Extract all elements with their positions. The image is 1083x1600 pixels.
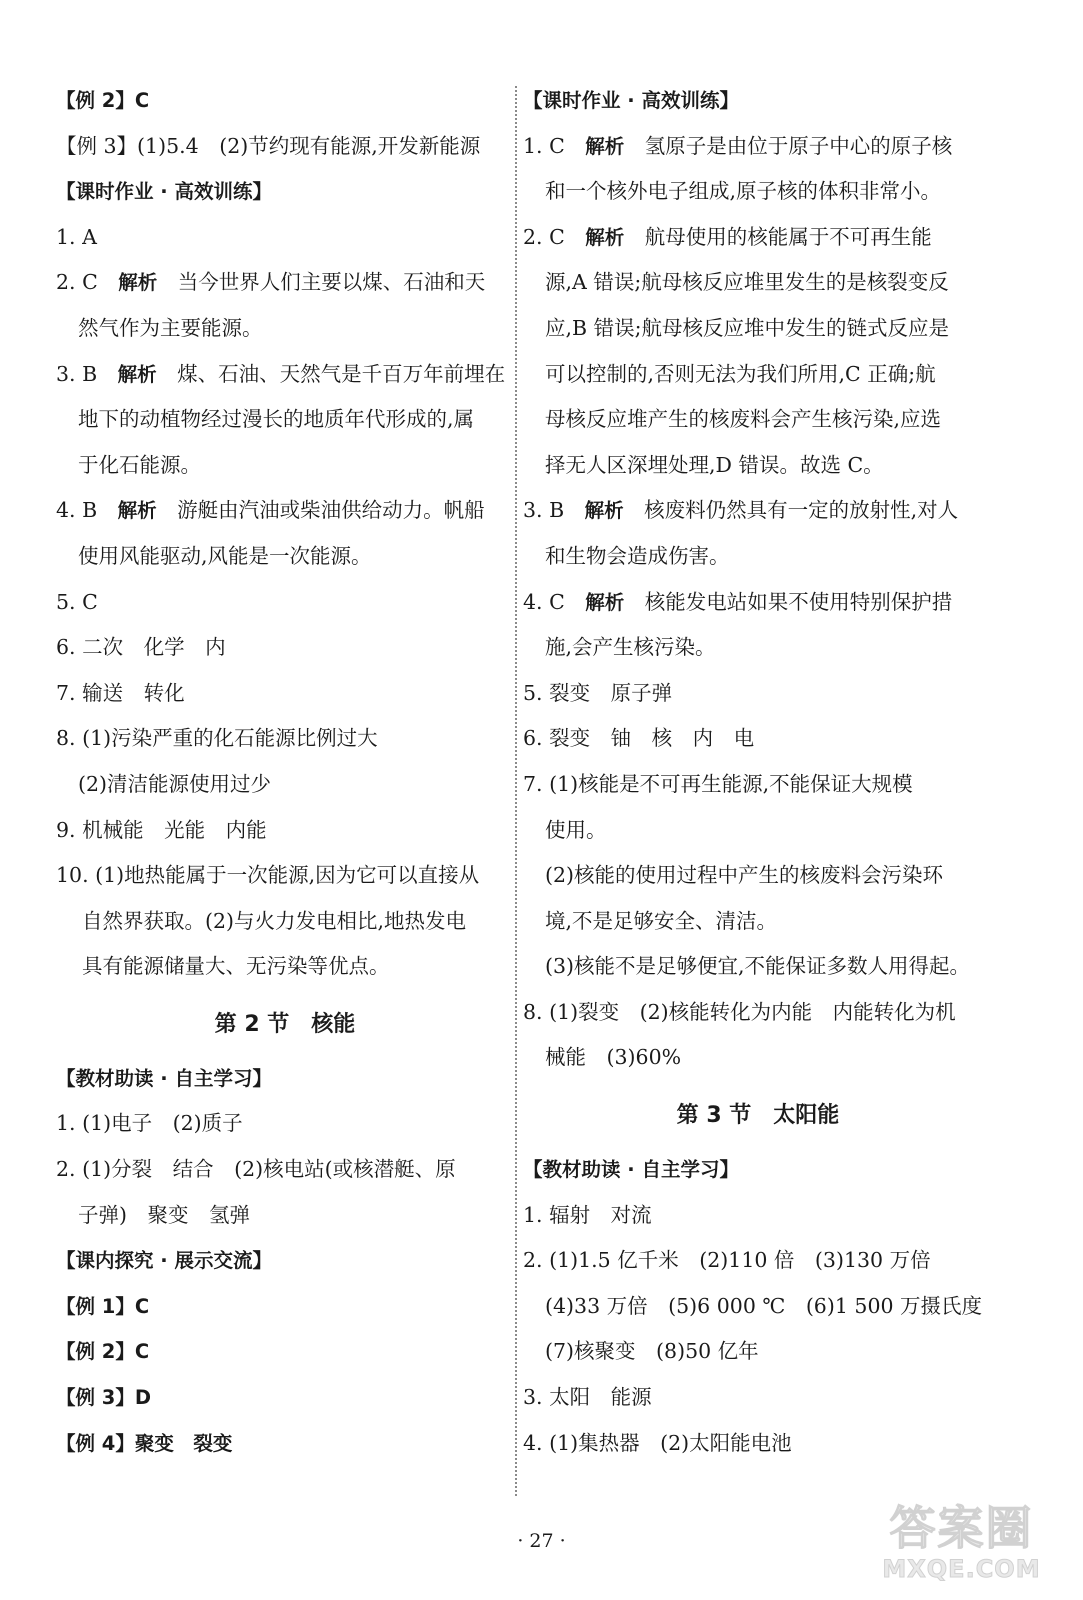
answer-7-part-3: (3)核能不是足够便宜,不能保证多数人用得起。 [545, 954, 971, 979]
answer-4-cont: 施,会产生核污染。 [545, 635, 716, 660]
answer-8-cont: 械能 (3)60% [545, 1045, 682, 1070]
study-answer-2: 2. (1)分裂 结合 (2)核电站(或核潜艇、原 [56, 1157, 456, 1182]
answer-8: 8. (1)裂变 (2)核能转化为内能 内能转化为机 [523, 999, 956, 1024]
answer-3-cont: 于化石能源。 [78, 452, 201, 477]
watermark-url: MXQE.COM [882, 1555, 1041, 1583]
homework-heading: 【课时作业 · 高效训练】 [56, 180, 272, 204]
answer-7: 7. (1)核能是不可再生能源,不能保证大规模 [523, 771, 913, 796]
answer-10: 10. (1)地热能属于一次能源,因为它可以直接从 [56, 863, 480, 888]
answer-7-cont: 使用。 [545, 817, 607, 842]
example-2: 【例 2】C [56, 89, 150, 112]
answer-2-cont: 母核反应堆产生的核废料会产生核污染,应选 [545, 407, 942, 432]
answer-10-cont: 自然界获取。(2)与火力发电相比,地热发电 [82, 908, 467, 933]
answer-10-cont: 具有能源储量大、无污染等优点。 [82, 954, 390, 979]
example-3: 【例 3】(1)5.4 (2)节约现有能源,开发新能源 [56, 133, 481, 158]
answer-2: 2. C 解析 当今世界人们主要以煤、石油和天 [56, 270, 486, 295]
study-heading: 【教材助读 · 自主学习】 [523, 1158, 739, 1182]
answer-2-cont: 可以控制的,否则无法为我们所用,C 正确;航 [545, 361, 936, 386]
watermark-logo [854, 1502, 1069, 1592]
answer-2-cont: 应,B 错误;航母核反应堆中发生的链式反应是 [545, 315, 950, 340]
study-heading: 【教材助读 · 自主学习】 [56, 1066, 272, 1090]
study-answer-2-cont: (7)核聚变 (8)50 亿年 [545, 1339, 759, 1364]
column-divider [515, 86, 517, 1496]
study-answer-2-cont: (4)33 万倍 (5)6 000 ℃ (6)1 500 万摄氏度 [545, 1293, 983, 1318]
answer-2: 2. C 解析 航母使用的核能属于不可再生能 [523, 224, 932, 249]
study-answer-1: 1. (1)电子 (2)质子 [56, 1111, 243, 1136]
answer-3: 3. B 解析 核废料仍然具有一定的放射性,对人 [523, 498, 959, 523]
answer-7-cont: 境,不是足够安全、清洁。 [545, 908, 778, 933]
answer-6: 6. 二次 化学 内 [56, 635, 226, 660]
study-answer-2-cont: 子弹) 聚变 氢弹 [78, 1202, 250, 1227]
study-answer-3: 3. 太阳 能源 [523, 1385, 652, 1410]
answer-2-cont: 择无人区深埋处理,D 错误。故选 C。 [545, 452, 884, 477]
answer-2-cont: 源,A 错误;航母核反应堆里发生的是核裂变反 [545, 270, 949, 295]
left-column [56, 78, 514, 1466]
answer-9: 9. 机械能 光能 内能 [56, 817, 267, 842]
watermark-text: 答案圈 [889, 1501, 1034, 1555]
study-answer-1: 1. 辐射 对流 [523, 1202, 652, 1227]
answer-7: 7. 输送 转化 [56, 680, 185, 705]
section-title-nuclear: 第 2 节 核能 [214, 1011, 356, 1037]
explore-heading: 【课内探究 · 展示交流】 [56, 1249, 272, 1273]
study-answer-2: 2. (1)1.5 亿千米 (2)110 倍 (3)130 万倍 [523, 1248, 931, 1273]
homework-heading: 【课时作业 · 高效训练】 [523, 89, 739, 112]
explore-example-1: 【例 1】C [56, 1294, 150, 1318]
answer-8-cont: (2)清洁能源使用过少 [78, 771, 272, 796]
page-number: · 27 · [517, 1530, 566, 1552]
answer-1: 1. C 解析 氢原子是由位于原子中心的原子核 [523, 133, 953, 158]
answer-6: 6. 裂变 铀 核 内 电 [523, 726, 755, 751]
answer-4-cont: 使用风能驱动,风能是一次能源。 [78, 543, 372, 568]
study-answer-4: 4. (1)集热器 (2)太阳能电池 [523, 1430, 792, 1455]
answer-3-cont: 地下的动植物经过漫长的地质年代形成的,属 [78, 407, 475, 432]
answer-5: 5. 裂变 原子弹 [523, 680, 673, 705]
answer-1: 1. A [56, 224, 97, 249]
answer-3-cont: 和生物会造成伤害。 [545, 543, 730, 568]
answer-7-part-2: (2)核能的使用过程中产生的核废料会污染环 [545, 863, 944, 888]
right-column [523, 78, 993, 1466]
answer-1-cont: 和一个核外电子组成,原子核的体积非常小。 [545, 179, 942, 204]
explore-example-3: 【例 3】D [56, 1386, 152, 1410]
section-title-solar: 第 3 节 太阳能 [676, 1103, 840, 1129]
answer-4: 4. B 解析 游艇由汽油或柴油供给动力。帆船 [56, 498, 485, 523]
answer-4: 4. C 解析 核能发电站如果不使用特别保护措 [523, 589, 953, 614]
answer-2-cont: 然气作为主要能源。 [78, 315, 263, 340]
answer-5: 5. C [56, 589, 98, 614]
answer-3: 3. B 解析 煤、石油、天然气是千百万年前埋在 [56, 361, 506, 386]
explore-example-2: 【例 2】C [56, 1340, 150, 1364]
explore-example-4: 【例 4】聚变 裂变 [56, 1431, 233, 1455]
answer-8: 8. (1)污染严重的化石能源比例过大 [56, 726, 378, 751]
